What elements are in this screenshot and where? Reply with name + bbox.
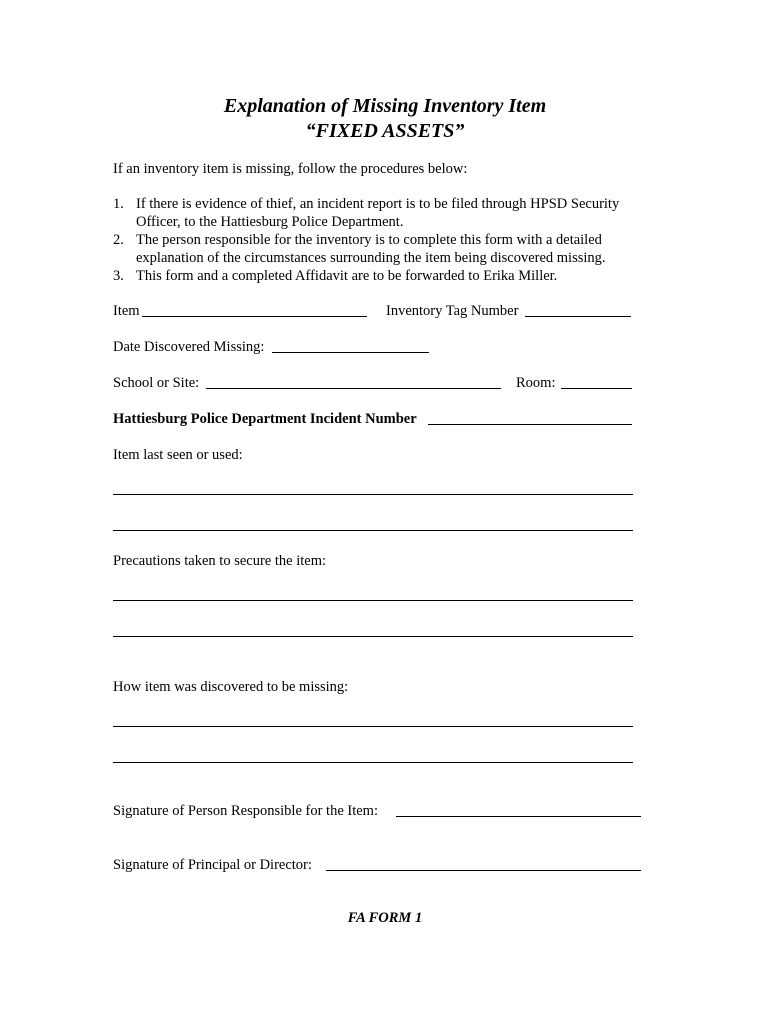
procedure-3-line-1: This form and a completed Affidavit are to be forwarded to Erika Miller. xyxy=(136,268,558,284)
how-discovered-label: How item was discovered to be missing: xyxy=(113,679,349,695)
incident-number-label: Hattiesburg Police Department Incident Number xyxy=(113,411,417,427)
signature-responsible-input-line[interactable] xyxy=(396,816,641,817)
form-footer: FA FORM 1 xyxy=(347,910,423,926)
how-discovered-input-line-2[interactable] xyxy=(113,762,633,763)
procedure-1-line-2: Officer, to the Hattiesburg Police Department. xyxy=(136,214,404,230)
precautions-input-line-2[interactable] xyxy=(113,636,633,637)
signature-principal-input-line[interactable] xyxy=(326,870,641,871)
inventory-tag-input-line[interactable] xyxy=(525,316,631,317)
how-discovered-input-line-1[interactable] xyxy=(113,726,633,727)
date-missing-input-line[interactable] xyxy=(272,352,429,353)
procedure-number-2: 2. xyxy=(113,232,124,248)
incident-number-input-line[interactable] xyxy=(428,424,632,425)
procedure-number-1: 1. xyxy=(113,196,124,212)
procedure-2-line-1: The person responsible for the inventory is to complete this form with a detailed xyxy=(136,232,602,248)
precautions-label: Precautions taken to secure the item: xyxy=(113,553,326,569)
school-site-input-line[interactable] xyxy=(206,388,501,389)
last-seen-input-line-2[interactable] xyxy=(113,530,633,531)
item-label: Item xyxy=(113,303,140,319)
form-title: Explanation of Missing Inventory Item xyxy=(223,95,547,117)
last-seen-input-line-1[interactable] xyxy=(113,494,633,495)
intro-text: If an inventory item is missing, follow the procedures below: xyxy=(113,161,468,177)
form-subtitle: “FIXED ASSETS” xyxy=(305,120,465,142)
item-input-line[interactable] xyxy=(142,316,367,317)
signature-responsible-label: Signature of Person Responsible for the Item: xyxy=(113,803,378,819)
procedure-1-line-1: If there is evidence of thief, an incident report is to be filed through HPSD Security xyxy=(136,196,620,212)
last-seen-label: Item last seen or used: xyxy=(113,447,243,463)
signature-principal-label: Signature of Principal or Director: xyxy=(113,857,312,873)
room-label: Room: xyxy=(516,375,556,391)
date-missing-label: Date Discovered Missing: xyxy=(113,339,265,355)
inventory-tag-label: Inventory Tag Number xyxy=(386,303,519,319)
school-site-label: School or Site: xyxy=(113,375,200,391)
procedure-number-3: 3. xyxy=(113,268,124,284)
precautions-input-line-1[interactable] xyxy=(113,600,633,601)
room-input-line[interactable] xyxy=(561,388,632,389)
procedure-2-line-2: explanation of the circumstances surrounding the item being discovered missing. xyxy=(136,250,606,266)
